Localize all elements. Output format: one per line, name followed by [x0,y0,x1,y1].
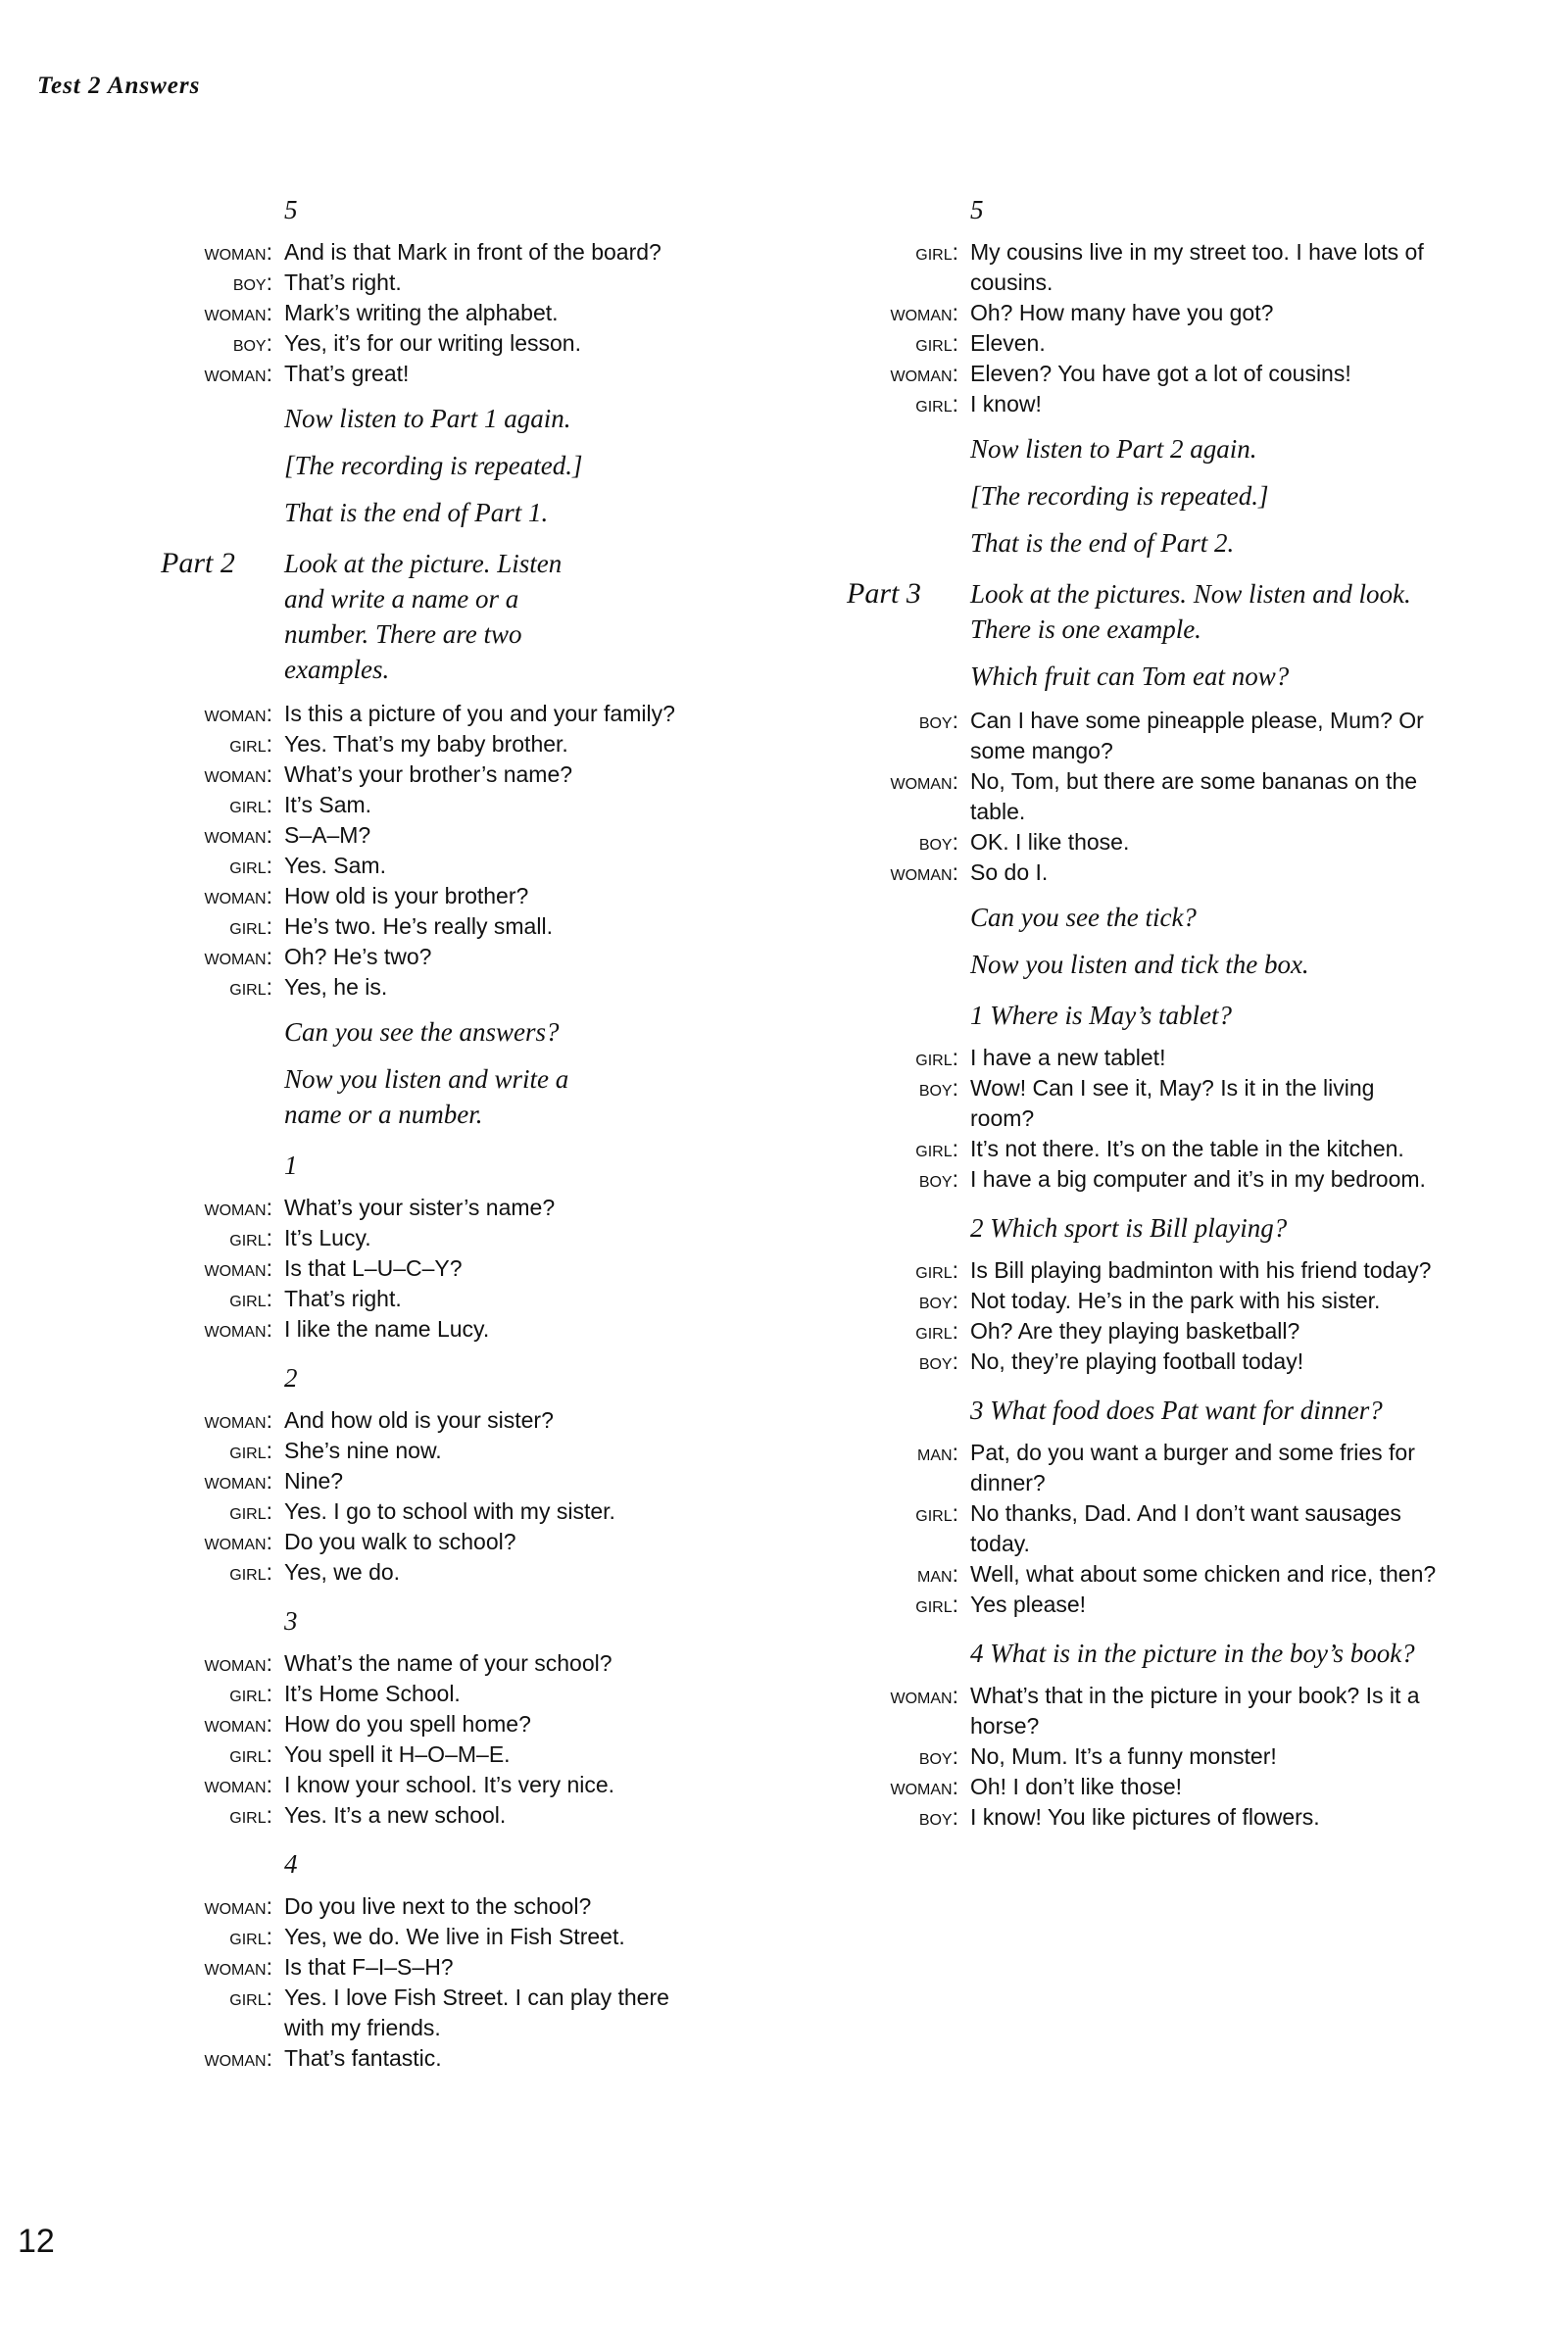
dialogue-line [147,911,745,942]
instruction: Now listen to Part 1 again. [284,404,571,433]
speaker-label: woman: [204,1772,272,1797]
dialogue-text: Yes. I go to school with my sister. [284,1498,615,1524]
speaker-label: girl: [229,1498,272,1524]
dialogue-text: He’s two. He’s really small. [284,913,553,939]
dialogue-text: That’s great! [284,361,410,386]
dialogue-line [147,1557,745,1588]
speaker-label: woman: [890,1774,958,1799]
dialogue-text: S–A–M? [284,822,371,848]
speaker-label: boy: [918,708,958,733]
speaker-label: girl: [915,239,958,265]
dialogue-line [147,237,745,268]
dialogue-line [833,1164,1441,1195]
speaker-label: girl: [229,731,272,757]
dialogue-line [833,1498,1441,1559]
instruction: Now listen to Part 2 again. [970,434,1257,464]
dialogue-text: What’s that in the picture in your book? Is it a horse? [970,1683,1420,1739]
dialogue-line [147,1770,745,1800]
dialogue-line [147,1800,745,1831]
dialogue-text: I know your school. It’s very nice. [284,1772,615,1797]
dialogue [147,1405,745,1588]
speaker-label: girl: [229,853,272,878]
dialogue [147,237,745,389]
speaker-label: woman: [890,361,958,386]
dialogue-line [833,359,1441,389]
dialogue-text: Do you live next to the school? [284,1893,592,1919]
dialogue-line [147,2043,745,2074]
part-label: Part 2 [161,547,235,579]
dialogue-line [147,328,745,359]
speaker-label: woman: [204,239,272,265]
speaker-label: girl: [229,1984,272,2010]
dialogue-line [147,1740,745,1770]
speaker-label: girl: [229,913,272,939]
speaker-label: girl: [915,1045,958,1070]
dialogue-line [147,942,745,972]
left-column [147,176,745,2074]
dialogue-text: Yes. It’s a new school. [284,1802,507,1828]
speaker-label: woman: [204,1893,272,1919]
speaker-label: woman: [204,2045,272,2071]
dialogue [833,1043,1441,1195]
dialogue-line [147,820,745,851]
dialogue-line [833,1134,1441,1164]
dialogue-line [147,1253,745,1284]
speaker-label: boy: [918,829,958,855]
dialogue-line [833,389,1441,419]
dialogue-text: No, Mum. It’s a funny monster! [970,1743,1277,1769]
speaker-label: boy: [918,1804,958,1830]
question-title: 3 What food does Pat want for dinner? [970,1396,1383,1425]
dialogue-text: No thanks, Dad. And I don’t want sausages today. [970,1500,1401,1556]
dialogue-line [833,1347,1441,1377]
speaker-label: woman: [204,1954,272,1980]
dialogue-line [833,1681,1441,1741]
speaker-label: girl: [915,1592,958,1617]
speaker-label: girl: [915,1500,958,1526]
speaker-label: woman: [204,1529,272,1554]
speaker-label: girl: [915,330,958,356]
question-title: 2 Which sport is Bill playing? [970,1213,1288,1243]
dialogue-line [147,1193,745,1223]
speaker-label: boy: [918,1348,958,1374]
speaker-label: woman: [204,822,272,848]
dialogue-line [833,827,1441,858]
speaker-label: woman: [204,1255,272,1281]
speaker-label: woman: [890,1683,958,1708]
dialogue-line [147,1983,745,2043]
part-instruction: Look at the pictures. Now listen and look. There is one example. [970,579,1411,644]
question-title: 1 Where is May’s tablet? [970,1001,1232,1030]
dialogue-text: Mark’s writing the alphabet. [284,300,559,325]
dialogue-text: It’s not there. It’s on the table in the kitchen. [970,1136,1404,1161]
dialogue-line [833,858,1441,888]
dialogue-line [147,881,745,911]
dialogue-text: Yes, we do. We live in Fish Street. [284,1924,625,1949]
dialogue-text: Yes. I love Fish Street. I can play there with my friends. [284,1984,669,2040]
page-header-title: Test 2 Answers [37,73,201,99]
speaker-label: boy: [918,1743,958,1769]
part-label: Part 3 [847,577,921,610]
dialogue-text: Yes, he is. [284,974,388,1000]
speaker-label: woman: [890,300,958,325]
speaker-label: boy: [918,1288,958,1313]
dialogue-line [147,1679,745,1709]
dialogue-text: And is that Mark in front of the board? [284,239,662,265]
question-number: 3 [284,1606,298,1636]
dialogue-text: Yes, it’s for our writing lesson. [284,330,581,356]
dialogue-text: My cousins live in my street too. I have lots of cousins. [970,239,1424,295]
dialogue-text: Is Bill playing badminton with his friend today? [970,1257,1432,1283]
speaker-label: girl: [915,1136,958,1161]
dialogue-text: No, they’re playing football today! [970,1348,1304,1374]
instruction: [The recording is repeated.] [970,481,1269,511]
speaker-label: woman: [890,768,958,794]
question-title: 4 What is in the picture in the boy’s book? [970,1639,1415,1668]
speaker-label: woman: [204,1407,272,1433]
dialogue-text: Nine? [284,1468,344,1494]
dialogue-line [147,760,745,790]
dialogue-text: I know! You like pictures of flowers. [970,1804,1320,1830]
dialogue-text: I know! [970,391,1042,416]
dialogue-line [147,1922,745,1952]
speaker-label: girl: [229,1225,272,1250]
dialogue-text: It’s Lucy. [284,1225,371,1250]
instruction: Can you see the tick? [970,903,1197,932]
dialogue-line [147,1314,745,1345]
dialogue-text: No, Tom, but there are some bananas on the table. [970,768,1418,824]
dialogue-text: What’s your brother’s name? [284,761,573,787]
question-number: 4 [284,1849,298,1879]
dialogue-line [147,298,745,328]
dialogue-text: I have a big computer and it’s in my bedroom. [970,1166,1426,1192]
dialogue-text: She’s nine now. [284,1438,442,1463]
dialogue-line [833,1286,1441,1316]
instruction: That is the end of Part 2. [970,528,1235,558]
dialogue-line [833,1073,1441,1134]
dialogue-line [147,790,745,820]
part-heading [833,576,1441,647]
dialogue-line [147,972,745,1003]
dialogue-line [147,1436,745,1466]
dialogue-line [833,328,1441,359]
dialogue-text: Yes. Sam. [284,853,386,878]
part-heading [147,546,745,687]
speaker-label: boy: [918,1075,958,1101]
dialogue-text: Pat, do you want a burger and some fries for dinner? [970,1440,1415,1495]
instruction: Now you listen and write a name or a number. [284,1064,569,1129]
dialogue-text: How old is your brother? [284,883,529,908]
instruction: That is the end of Part 1. [284,498,549,527]
dialogue-text: Is that L–U–C–Y? [284,1255,463,1281]
instruction: Can you see the answers? [284,1017,560,1047]
dialogue-text: Oh! I don’t like those! [970,1774,1183,1799]
part-instruction: Look at the picture. Listen and write a name or a number. There are two examples. [284,549,563,684]
speaker-label: girl: [229,974,272,1000]
dialogue-line [147,851,745,881]
speaker-label: boy: [232,330,272,356]
dialogue-text: Wow! Can I see it, May? Is it in the living room? [970,1075,1375,1131]
dialogue-line [833,1255,1441,1286]
speaker-label: girl: [229,1924,272,1949]
dialogue-line [147,1527,745,1557]
dialogue-line [833,1438,1441,1498]
dialogue-line [833,1590,1441,1620]
dialogue-text: Is this a picture of you and your family? [284,701,675,726]
dialogue-line [833,766,1441,827]
dialogue-line [147,359,745,389]
dialogue-text: Is that F–I–S–H? [284,1954,454,1980]
dialogue-text: Can I have some pineapple please, Mum? Or some mango? [970,708,1424,763]
dialogue-line [147,1709,745,1740]
dialogue-text: What’s your sister’s name? [284,1195,556,1220]
dialogue-line [147,1648,745,1679]
speaker-label: girl: [229,1802,272,1828]
dialogue-text: So do I. [970,859,1049,885]
dialogue-line [147,1405,745,1436]
question-number: 1 [284,1151,298,1180]
speaker-label: boy: [232,270,272,295]
dialogue [147,1891,745,2074]
speaker-label: woman: [204,1195,272,1220]
dialogue-text: Oh? He’s two? [284,944,432,969]
section-number: 5 [284,195,298,224]
speaker-label: woman: [204,701,272,726]
dialogue-line [147,1466,745,1496]
speaker-label: woman: [204,944,272,969]
dialogue-line [833,1772,1441,1802]
speaker-label: man: [917,1440,958,1465]
dialogue [833,1255,1441,1377]
speaker-label: girl: [229,1741,272,1767]
dialogue-line [833,1802,1441,1833]
dialogue-text: Yes. That’s my baby brother. [284,731,568,757]
dialogue-text: That’s fantastic. [284,2045,442,2071]
dialogue-line [833,1741,1441,1772]
dialogue-text: Eleven? You have got a lot of cousins! [970,361,1351,386]
example-question: Which fruit can Tom eat now? [970,662,1290,691]
speaker-label: girl: [229,792,272,817]
speaker-label: woman: [204,361,272,386]
speaker-label: woman: [204,300,272,325]
dialogue-text: Oh? Are they playing basketball? [970,1318,1300,1344]
speaker-label: woman: [204,1711,272,1737]
dialogue-text: It’s Home School. [284,1681,461,1706]
dialogue-line [147,699,745,729]
page-number: 12 [18,2223,55,2260]
dialogue-text: I have a new tablet! [970,1045,1166,1070]
speaker-label: girl: [915,1257,958,1283]
speaker-label: girl: [915,391,958,416]
speaker-label: woman: [204,883,272,908]
dialogue-text: I like the name Lucy. [284,1316,490,1342]
dialogue-line [833,1559,1441,1590]
dialogue-line [833,706,1441,766]
dialogue [833,706,1441,888]
dialogue-text: Yes please! [970,1592,1087,1617]
dialogue [147,1648,745,1831]
dialogue-text: You spell it H–O–M–E. [284,1741,511,1767]
dialogue [147,699,745,1003]
dialogue [147,1193,745,1345]
dialogue-text: Eleven. [970,330,1046,356]
dialogue [833,237,1441,419]
dialogue-text: And how old is your sister? [284,1407,554,1433]
dialogue-text: Oh? How many have you got? [970,300,1274,325]
speaker-label: woman: [204,1468,272,1494]
dialogue-text: Do you walk to school? [284,1529,516,1554]
dialogue-line [147,1223,745,1253]
speaker-label: girl: [229,1681,272,1706]
speaker-label: girl: [229,1559,272,1585]
dialogue-text: That’s right. [284,1286,402,1311]
dialogue-line [147,268,745,298]
instruction: Now you listen and tick the box. [970,950,1309,979]
dialogue-text: OK. I like those. [970,829,1130,855]
speaker-label: boy: [918,1166,958,1192]
dialogue-line [147,1496,745,1527]
speaker-label: woman: [890,859,958,885]
speaker-label: girl: [229,1438,272,1463]
dialogue-line [833,237,1441,298]
dialogue-line [833,298,1441,328]
dialogue-line [147,1891,745,1922]
speaker-label: man: [917,1561,958,1587]
dialogue-line [147,729,745,760]
dialogue-text: It’s Sam. [284,792,372,817]
speaker-label: woman: [204,1650,272,1676]
dialogue [833,1438,1441,1620]
dialogue [833,1681,1441,1833]
dialogue-line [147,1284,745,1314]
speaker-label: woman: [204,1316,272,1342]
instruction: [The recording is repeated.] [284,451,583,480]
speaker-label: woman: [204,761,272,787]
dialogue-line [833,1043,1441,1073]
right-column [833,176,1441,1833]
speaker-label: girl: [229,1286,272,1311]
dialogue-text: Yes, we do. [284,1559,401,1585]
dialogue-text: That’s right. [284,270,402,295]
speaker-label: girl: [915,1318,958,1344]
dialogue-line [147,1952,745,1983]
dialogue-text: Well, what about some chicken and rice, then? [970,1561,1437,1587]
question-number: 2 [284,1363,298,1393]
dialogue-text: Not today. He’s in the park with his sister. [970,1288,1381,1313]
dialogue-line [833,1316,1441,1347]
section-number: 5 [970,195,984,224]
dialogue-text: What’s the name of your school? [284,1650,612,1676]
dialogue-text: How do you spell home? [284,1711,531,1737]
